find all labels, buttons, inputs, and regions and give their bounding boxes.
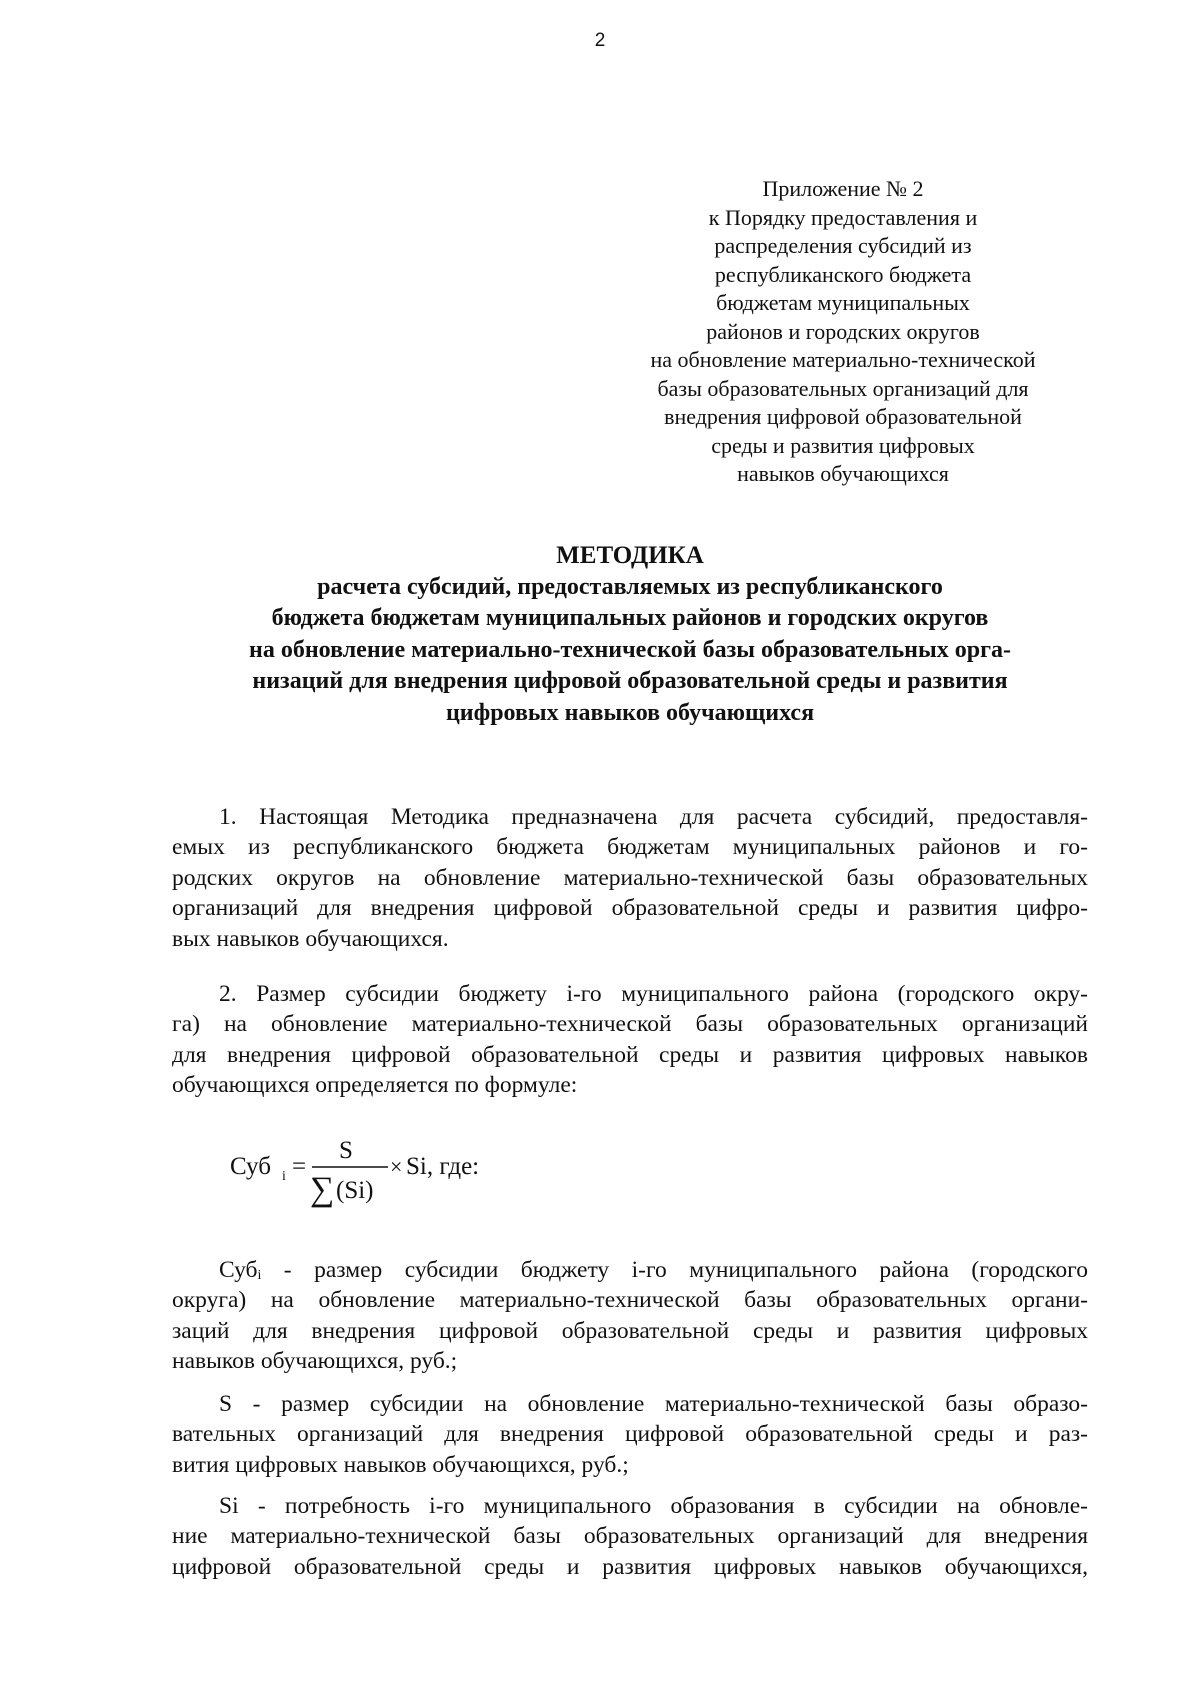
subsidy-formula xyxy=(230,1130,530,1210)
paragraph-line: обучающихся определяется по формуле: xyxy=(172,1072,578,1099)
formula-sum-symbol: ∑ xyxy=(310,1171,335,1208)
definition-sub xyxy=(172,1255,1088,1377)
formula-lhs: Суб xyxy=(230,1153,271,1180)
appendix-line: базы образовательных организаций для xyxy=(657,375,1029,401)
definition-si xyxy=(172,1491,1088,1582)
paragraph-2 xyxy=(172,979,1088,1101)
paragraph-line: 1. Настоящая Методика предназначена для расчета субсидий, предоставля- xyxy=(219,804,1088,830)
paragraph-line: заций для внедрения цифровой образовательной среды и развития цифровых xyxy=(172,1317,1088,1344)
paragraph-line: округа) на обновление материально-технической базы образовательных органи- xyxy=(172,1287,1088,1314)
appendix-line: на обновление материально-технической xyxy=(650,347,1036,372)
definition-s xyxy=(172,1389,1088,1480)
paragraph-line: родских округов на обновление материально-технической базы образовательных xyxy=(172,864,1088,891)
paragraph-line: вития цифровых навыков обучающихся, руб.; xyxy=(172,1451,629,1478)
title-main: МЕТОДИКА xyxy=(556,542,704,569)
paragraph-line: Субᵢ - размер субсидии бюджету i-го муниципального района (городского xyxy=(219,1257,1088,1283)
paragraph-line: S - размер субсидии на обновление материально-технической базы образо- xyxy=(219,1391,1088,1417)
title-line: низаций для внедрения цифровой образовательной среды и развития xyxy=(252,668,1008,694)
appendix-line: к Порядку предоставления и xyxy=(708,204,978,230)
appendix-line: Приложение № 2 xyxy=(762,176,924,201)
formula-rhs: Si, где: xyxy=(406,1153,480,1180)
paragraph-line: вых навыков обучающихся. xyxy=(172,925,449,952)
paragraph-line: навыков обучающихся, руб.; xyxy=(172,1348,458,1375)
appendix-line: бюджетам муниципальных xyxy=(716,290,970,315)
title-line: расчета субсидий, предоставляемых из республиканского xyxy=(317,573,943,600)
page-number: 2 xyxy=(594,30,606,51)
appendix-line: внедрения цифровой образовательной xyxy=(664,404,1022,429)
appendix-line: республиканского бюджета xyxy=(714,261,972,287)
formula-times: × xyxy=(390,1154,403,1179)
title-line: бюджета бюджетам муниципальных районов и городских округов xyxy=(271,605,989,631)
paragraph-line: Si - потребность i-го муниципального образования в субсидии на обновле- xyxy=(219,1493,1088,1519)
appendix-line: навыков обучающихся xyxy=(737,461,949,486)
paragraph-line: га) на обновление материально-технической базы образовательных организаций xyxy=(172,1011,1088,1038)
paragraph-line: 2. Размер субсидии бюджету i-го муниципального района (городского окру- xyxy=(219,981,1088,1007)
paragraph-line: организаций для внедрения цифровой образовательной среды и развития цифро- xyxy=(172,895,1088,922)
paragraph-line: емых из республиканского бюджета бюджетам муниципальных районов и го- xyxy=(172,834,1088,861)
paragraph-line: для внедрения цифровой образовательной среды и развития цифровых навыков xyxy=(172,1041,1088,1068)
appendix-line: районов и городских округов xyxy=(706,318,980,344)
title-line: цифровых навыков обучающихся xyxy=(445,699,815,726)
paragraph-1 xyxy=(172,802,1088,954)
formula-equals: = xyxy=(292,1153,307,1180)
document-title xyxy=(170,540,1090,729)
appendix-header xyxy=(628,175,1058,489)
paragraph-line: вательных организаций для внедрения цифровой образовательной среды и раз- xyxy=(172,1421,1088,1448)
formula-numerator: S xyxy=(339,1137,353,1164)
appendix-line: среды и развития цифровых xyxy=(711,432,975,458)
formula-denominator: (Si) xyxy=(336,1177,374,1204)
paragraph-line: ние материально-технической базы образовательных организаций для внедрения xyxy=(172,1523,1088,1550)
formula-lhs-subscript: i xyxy=(282,1169,286,1184)
appendix-line: распределения субсидий из xyxy=(714,233,972,258)
title-line: на обновление материально-технической базы образовательных орга- xyxy=(249,636,1011,663)
paragraph-line: цифровой образовательной среды и развития цифровых навыков обучающихся, xyxy=(172,1553,1088,1580)
